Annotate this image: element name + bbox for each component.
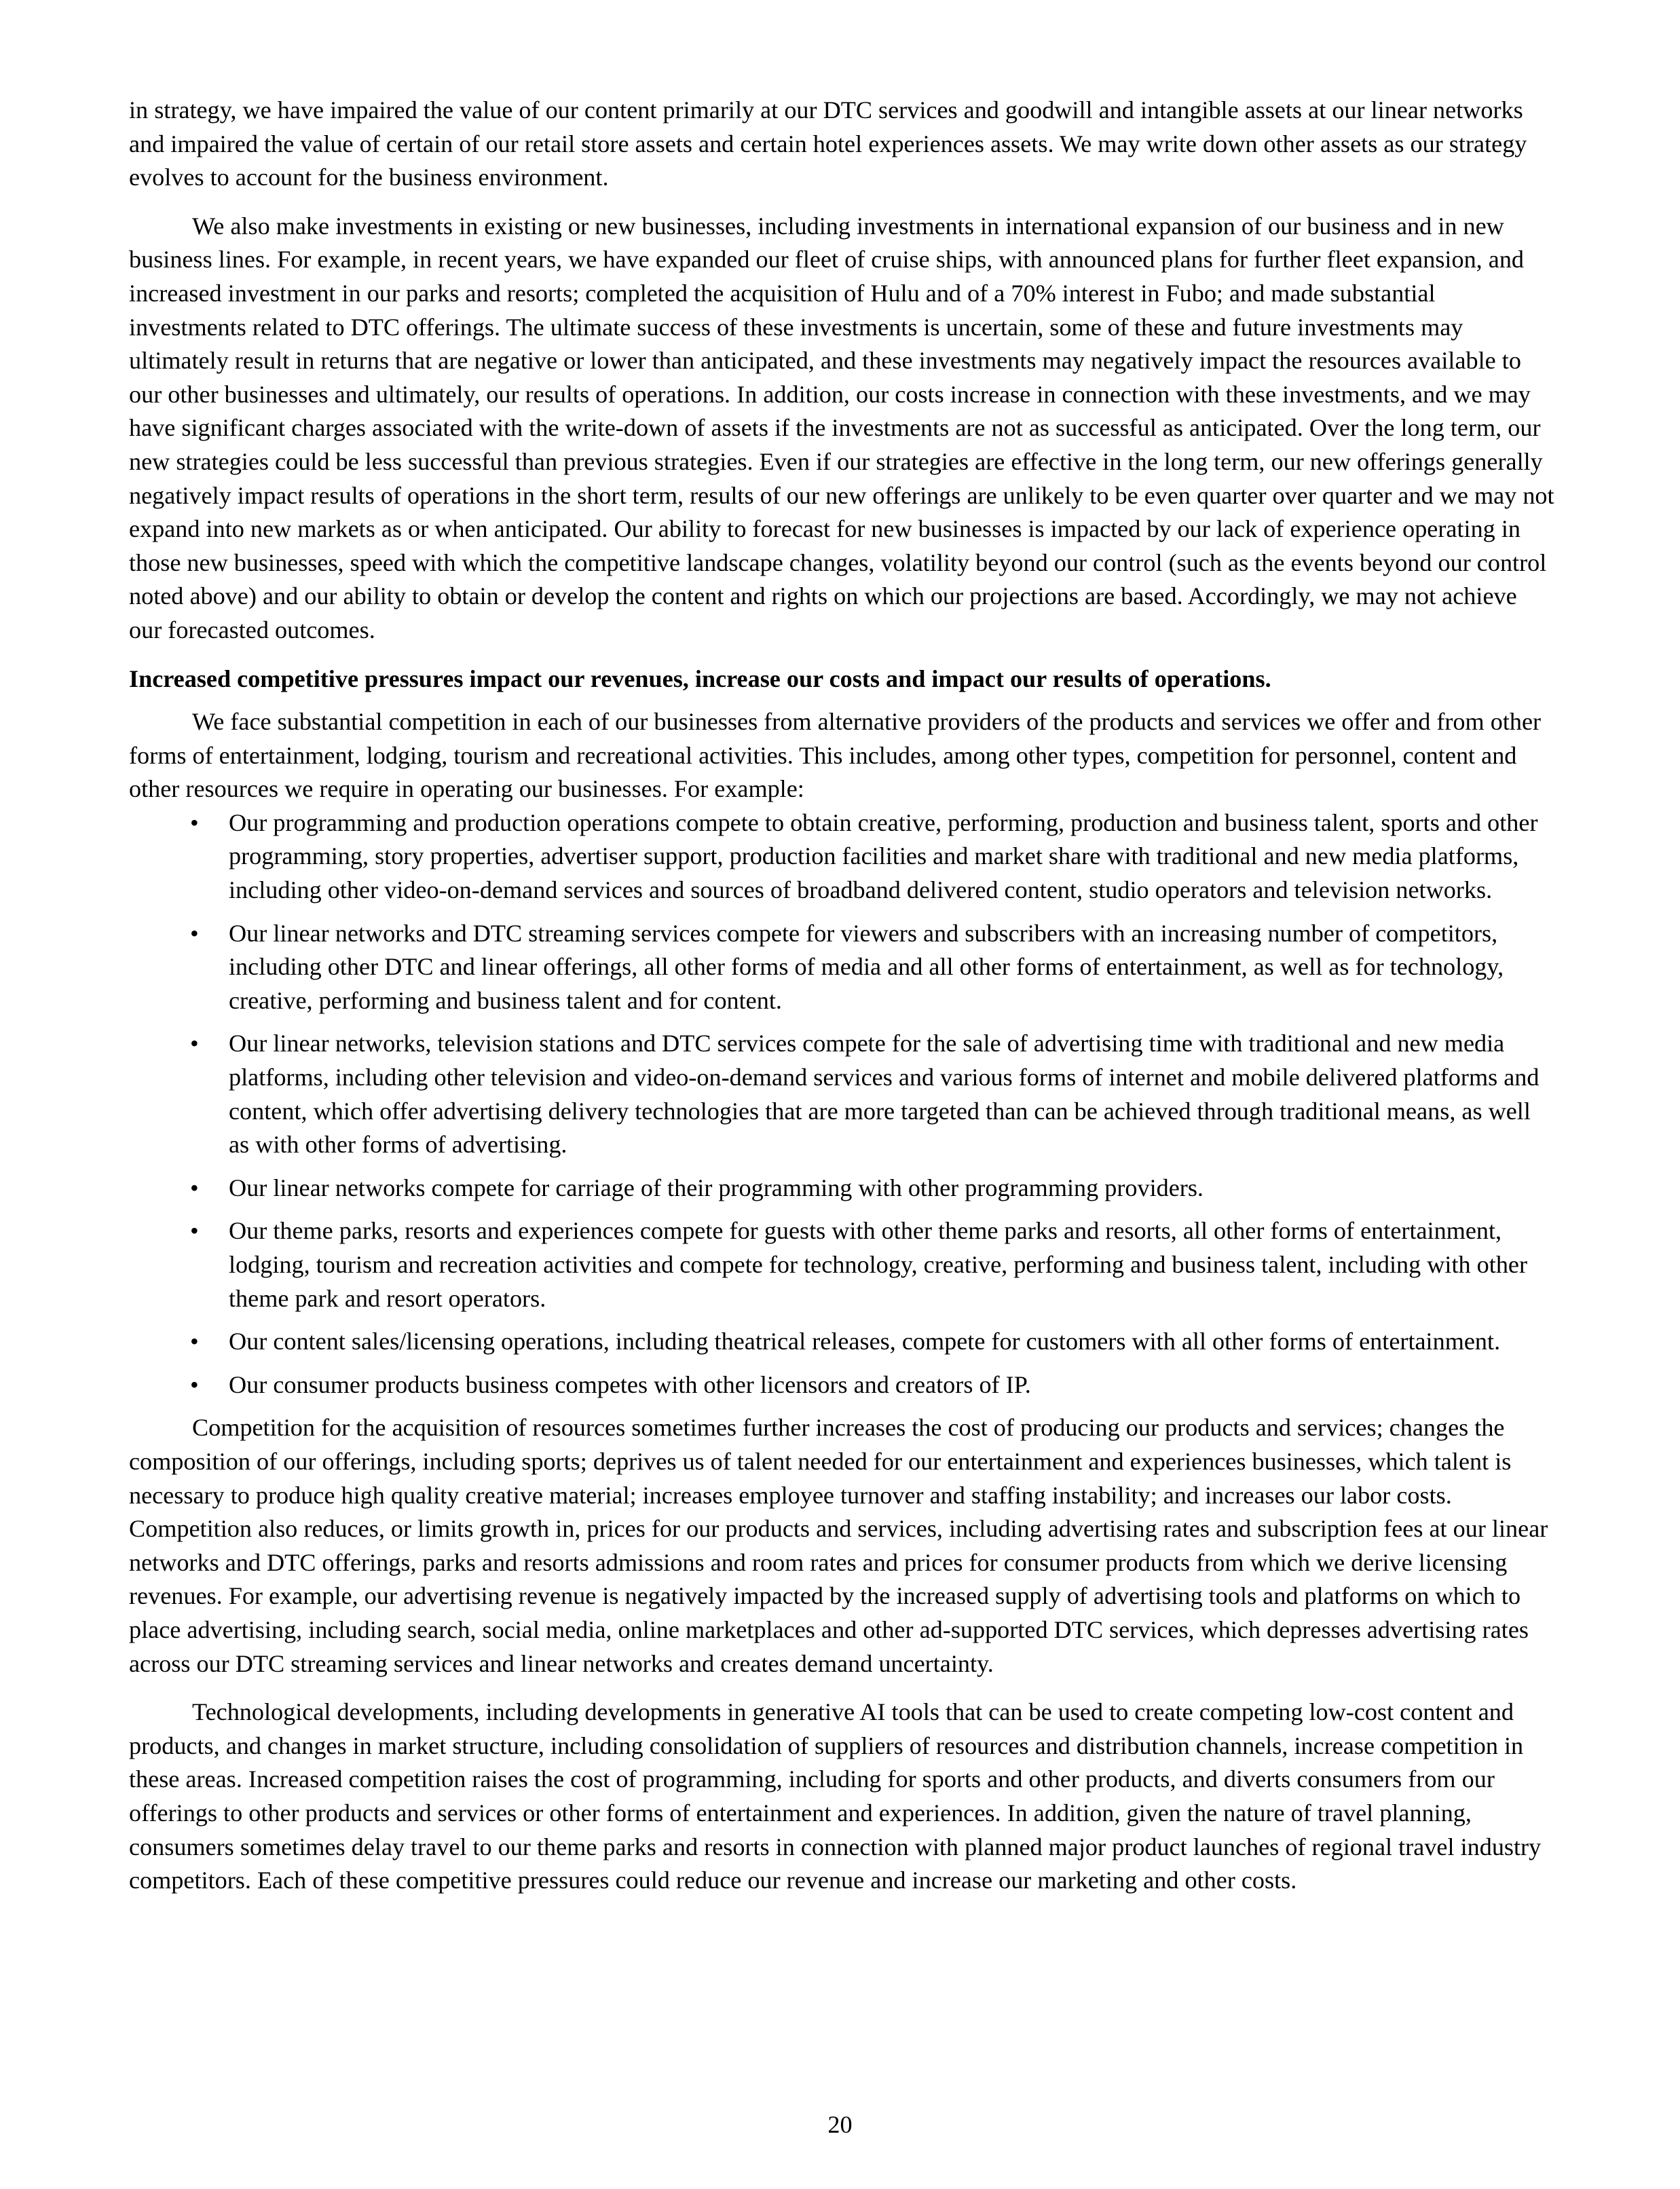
bullet-text: Our theme parks, resorts and experiences compete for guests with other theme parks and resorts, all other forms of entertainment, lodging, tourism and recreation activities and compete for technology, creative, performing and business talent, including with other theme park and resort operators. [229,1217,1528,1312]
bullet-item-consumer-products [129,1368,1554,1402]
competition-bullet-list [129,806,1554,1402]
bullet-item-programming [129,806,1554,908]
paragraph-resource-competition: Competition for the acquisition of resources sometimes further increases the cost of producing our products and services; changes the composition of our offerings, including sports; deprives us of talent needed for our entertainment and experiences businesses, which talent is necessary to produce high quality creative material; increases employee turnover and staffing instability; and increases our labor costs. Competition also reduces, or limits growth in, prices for our products and services, including advertising rates and subscription fees at our linear networks and DTC offerings, parks and resorts admissions and room rates and prices for consumer products from which we derive licensing revenues. For example, our advertising revenue is negatively impacted by the increased supply of advertising tools and platforms on which to place advertising, including search, social media, online marketplaces and other ad-supported DTC services, which depresses advertising rates across our DTC streaming services and linear networks and creates demand uncertainty. [129,1414,1548,1677]
bullet-marker: • [190,1030,199,1058]
document-body [129,94,1554,1898]
bullet-marker: • [190,1174,199,1201]
bullet-item-theme-parks [129,1214,1554,1315]
bullet-marker: • [190,1370,199,1398]
paragraph-technological-developments: Technological developments, including developments in generative AI tools that can be used to create competing low-cost content and products, and changes in market structure, including consolidation of suppliers of resources and distribution channels, increase competition in these areas. Increased competition raises the cost of programming, including for sports and other products, and diverts consumers from our offerings to other products and services or other forms of entertainment and experiences. In addition, given the nature of travel planning, consumers sometimes delay travel to our theme parks and resorts in connection with planned major product launches of regional travel industry competitors. Each of these competitive pressures could reduce our revenue and increase our marketing and other costs. [129,1698,1542,1894]
bullet-text: Our linear networks compete for carriage of their programming with other programming providers. [229,1174,1203,1201]
page-number: 20 [827,2111,853,2138]
bullet-item-content-sales [129,1325,1554,1359]
bullet-item-carriage [129,1172,1554,1205]
bullet-text: Our consumer products business competes with other licensors and creators of IP. [229,1370,1031,1398]
bullet-item-advertising [129,1027,1554,1161]
paragraph-strategy-impairment: in strategy, we have impaired the value of our content primarily at our DTC services and goodwill and intangible assets at our linear networks and impaired the value of certain of our retail store assets and certain hotel experiences assets. We may write down other assets as our strategy evolves to account for the business environment. [129,96,1527,191]
bullet-text: Our programming and production operations compete to obtain creative, performing, production and business talent, sports and other programming, story properties, advertiser support, production facilities and market share with traditional and new media platforms, including other video-on-demand services and sources of broadband delivered content, studio operators and television networks. [229,808,1538,904]
bullet-marker: • [190,1328,199,1355]
bullet-text: Our content sales/licensing operations, including theatrical releases, compete for customers with all other forms of entertainment. [229,1328,1501,1355]
paragraph-investments: We also make investments in existing or new businesses, including investments in international expansion of our business and in new business lines. For example, in recent years, we have expanded our fleet of cruise ships, with announced plans for further fleet expansion, and increased investment in our parks and resorts; completed the acquisition of Hulu and of a 70% interest in Fubo; and made substantial investments related to DTC offerings. The ultimate success of these investments is uncertain, some of these and future investments may ultimately result in returns that are negative or lower than anticipated, and these investments may negatively impact the resources available to our other businesses and ultimately, our results of operations. In addition, our costs increase in connection with these investments, and we may have significant charges associated with the write-down of assets if the investments are not as successful as anticipated. Over the long term, our new strategies could be less successful than previous strategies. Even if our strategies are effective in the long term, our new offerings generally negatively impact results of operations in the short term, results of our new offerings are unlikely to be even quarter over quarter and we may not expand into new markets as or when anticipated. Our ability to forecast for new businesses is impacted by our lack of experience operating in those new businesses, speed with which the competitive landscape changes, volatility beyond our control (such as the events beyond our control noted above) and our ability to obtain or develop the content and rights on which our projections are based. Accordingly, we may not achieve our forecasted outcomes. [129,212,1554,643]
paragraph-competition-intro: We face substantial competition in each of our businesses from alternative providers of the products and services we offer and from other forms of entertainment, lodging, tourism and recreational activities. This includes, among other types, competition for personnel, content and other resources we require in operating our businesses. For example: [129,708,1542,803]
bullet-text: Our linear networks and DTC streaming services compete for viewers and subscribers with an increasing number of competitors, including other DTC and linear offerings, all other forms of media and all other forms of entertainment, as well as for technology, creative, performing and business talent and for content. [229,919,1504,1014]
bullet-marker: • [190,808,199,836]
section-heading-competition: Increased competitive pressures impact our revenues, increase our costs and impact our results of operations. [129,665,1271,692]
bullet-item-dtc-streaming [129,917,1554,1018]
bullet-text: Our linear networks, television stations and DTC services compete for the sale of advertising time with traditional and new media platforms, including other television and video-on-demand services and various forms of internet and mobile delivered platforms and content, which offer advertising delivery technologies that are more targeted than can be achieved through traditional means, as well as with other forms of advertising. [229,1030,1539,1159]
bullet-marker: • [190,1217,199,1245]
bullet-marker: • [190,919,199,947]
